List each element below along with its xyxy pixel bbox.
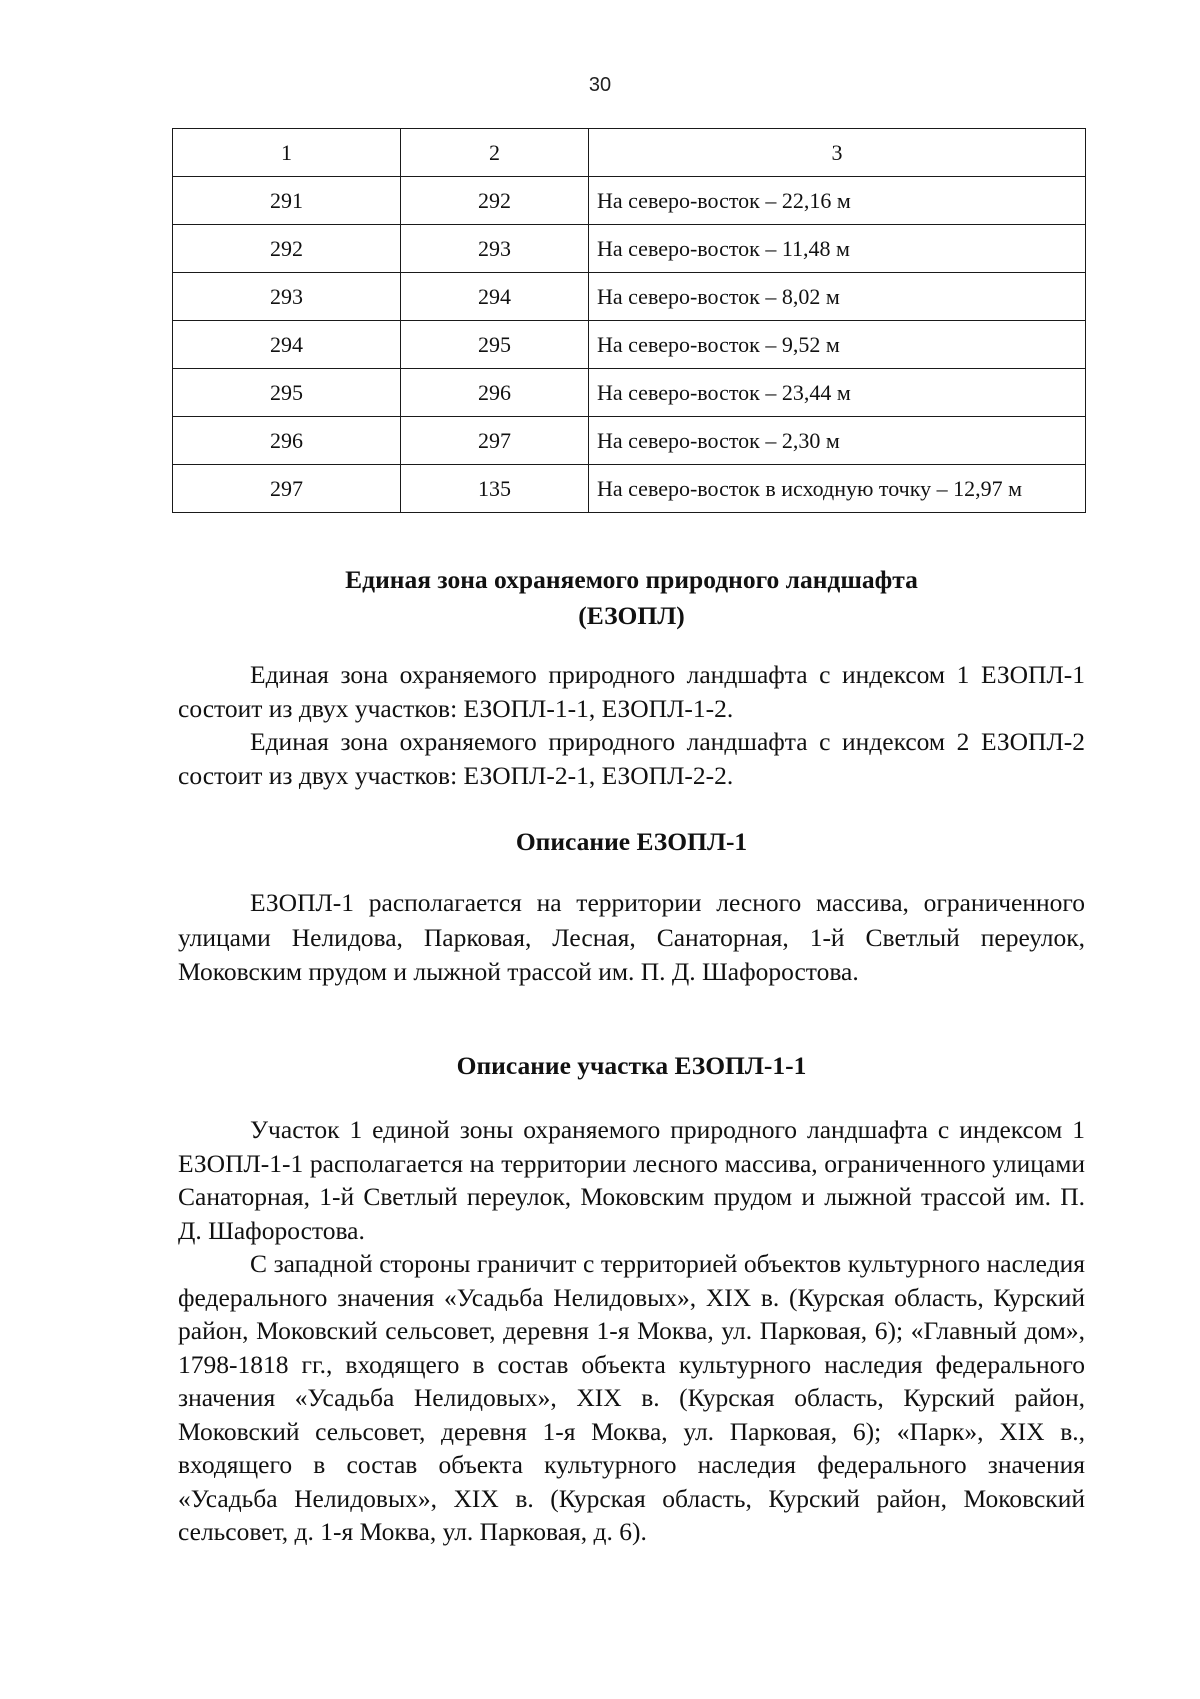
table-cell-from-point: 294 xyxy=(173,321,401,369)
table-row xyxy=(173,177,1086,225)
table-cell-description: На северо-восток – 22,16 м xyxy=(589,177,1086,225)
table-row xyxy=(173,417,1086,465)
table-cell-description: На северо-восток – 9,52 м xyxy=(589,321,1086,369)
table-cell-from-point: 292 xyxy=(173,225,401,273)
table-cell-to-point: 292 xyxy=(401,177,589,225)
section-heading-ezopl-1-1: Описание участка ЕЗОПЛ-1-1 xyxy=(456,1051,807,1080)
table-cell-to-point: 294 xyxy=(401,273,589,321)
table-header-cell: 3 xyxy=(589,129,1086,177)
section-heading-ezopl xyxy=(178,562,1085,634)
section-heading-ezopl-1: Описание ЕЗОПЛ-1 xyxy=(515,827,748,856)
table-row xyxy=(173,465,1086,513)
paragraph: С западной стороны граничит с территорией объектов культурного наследия федерального значения «Усадьба Нелидовых», XIX в. (Курская область, Курский район, Моковский сельсовет, деревня 1-я Моква, ул. Парковая, 6); «Главный дом», 1798-1818 гг., входящего в состав объекта культурного наследия федерального значения «Усадьба Нелидовых», XIX в. (Курская область, Курский район, Моковский сельсовет, деревня 1-я Моква, ул. Парковая, 6); «Парк», XIX в., входящего в состав объекта культурного наследия федерального значения «Усадьба Нелидовых», XIX в. (Курская область, Курский район, Моковский сельсовет, д. 1-я Моква, ул. Парковая, д. 6). xyxy=(178,1249,1085,1546)
paragraph: Единая зона охраняемого природного ландшафта с индексом 1 ЕЗОПЛ-1 состоит из двух участков: ЕЗОПЛ-1-1, ЕЗОПЛ-1-2. xyxy=(178,660,1085,723)
table-cell-to-point: 297 xyxy=(401,417,589,465)
table-cell-from-point: 295 xyxy=(173,369,401,417)
table-row xyxy=(173,273,1086,321)
boundary-segments-table xyxy=(172,128,1086,513)
section-ezopl-1 xyxy=(178,824,1085,860)
table-row xyxy=(173,321,1086,369)
heading-line-1: Единая зона охраняемого природного ландшафта xyxy=(345,565,918,594)
table-cell-from-point: 293 xyxy=(173,273,401,321)
section-ezopl-1-1-body xyxy=(178,1113,1085,1549)
table-cell-to-point: 295 xyxy=(401,321,589,369)
table-row xyxy=(173,225,1086,273)
table-cell-to-point: 293 xyxy=(401,225,589,273)
table-header-cell: 2 xyxy=(401,129,589,177)
table-header-row xyxy=(173,129,1086,177)
paragraph: ЕЗОПЛ-1 располагается на территории лесного массива, ограниченного улицами Нелидова, Парковая, Лесная, Санаторная, 1-й Светлый переулок, Моковским прудом и лыжной трассой им. П. Д. Шафоростова. xyxy=(178,888,1085,986)
section-ezopl xyxy=(178,562,1085,634)
table-cell-description: На северо-восток в исходную точку – 12,97 м xyxy=(589,465,1086,513)
section-ezopl-1-1 xyxy=(178,1048,1085,1084)
section-ezopl-body xyxy=(178,658,1085,792)
page-number: 30 xyxy=(588,74,612,96)
table-cell-description: На северо-восток – 2,30 м xyxy=(589,417,1086,465)
table-row xyxy=(173,369,1086,417)
paragraph: Участок 1 единой зоны охраняемого природного ландшафта с индексом 1 ЕЗОПЛ-1-1 располагается на территории лесного массива, ограниченного улицами Санаторная, 1-й Светлый переулок, Моковским прудом и лыжной трассой им. П. Д. Шафоростова. xyxy=(178,1115,1085,1245)
table-header-cell: 1 xyxy=(173,129,401,177)
section-ezopl-1-body xyxy=(178,886,1085,990)
table-cell-description: На северо-восток – 8,02 м xyxy=(589,273,1086,321)
table-cell-to-point: 135 xyxy=(401,465,589,513)
table-cell-from-point: 297 xyxy=(173,465,401,513)
heading-line-2: (ЕЗОПЛ) xyxy=(578,601,685,630)
table-cell-from-point: 296 xyxy=(173,417,401,465)
table-cell-description: На северо-восток – 23,44 м xyxy=(589,369,1086,417)
table-cell-description: На северо-восток – 11,48 м xyxy=(589,225,1086,273)
table-cell-from-point: 291 xyxy=(173,177,401,225)
paragraph: Единая зона охраняемого природного ландшафта с индексом 2 ЕЗОПЛ-2 состоит из двух участков: ЕЗОПЛ-2-1, ЕЗОПЛ-2-2. xyxy=(178,727,1085,790)
table-cell-to-point: 296 xyxy=(401,369,589,417)
